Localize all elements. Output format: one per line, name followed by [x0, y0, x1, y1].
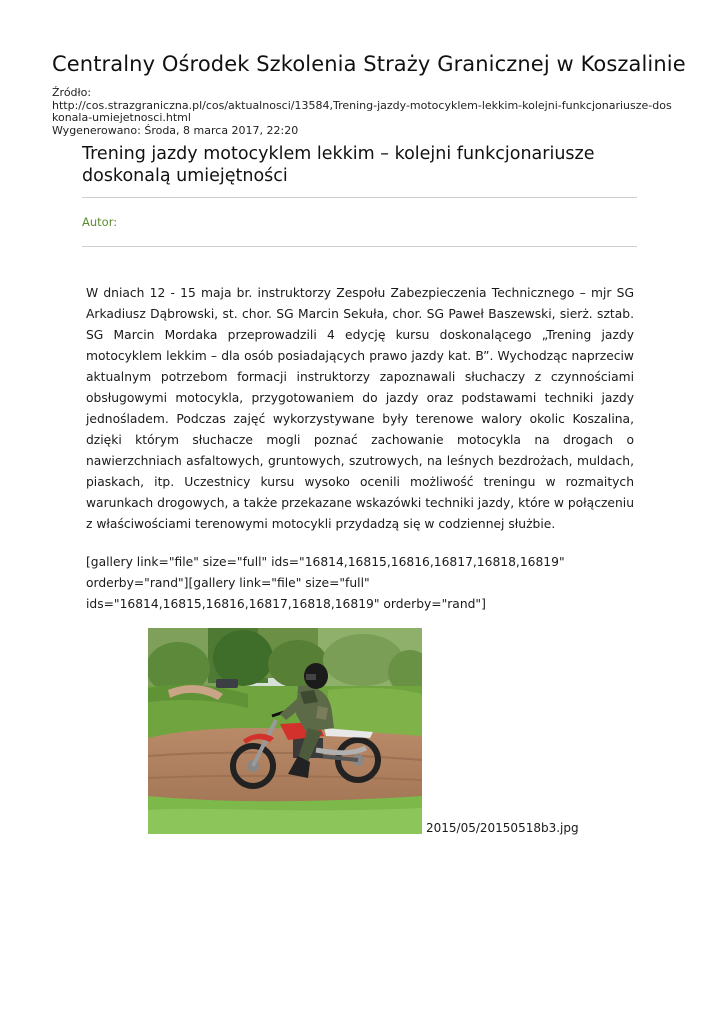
- image-caption: 2015/05/20150518b3.jpg: [426, 821, 579, 835]
- article-body: W dniach 12 - 15 maja br. instruktorzy Zespołu Zabezpieczenia Technicznego – mjr SG Arkadiusz Dąbrowski, st. chor. SG Marcin Sekuła, chor. SG Paweł Baszewski, sierż. sztab. SG Marcin Mordaka przeprowadzili 4 edycję kursu doskonalącego „Trening jazdy motocyklem lekkim – dla osób posiadających prawo jazdy kat. B”. Wychodząc naprzeciw aktualnym potrzebom formacji instruktorzy zapoznawali słuchaczy z czynnościami obsługowymi motocykla, przygotowaniem do jazdy oraz podstawami techniki jazdy jednośladem. Podczas zajęć wykorzystywane były terenowe walory okolic Koszalina, dzięki którym słuchacze mogli poznać zachowanie motocykla na drogach o nawierzchniach asfaltowych, gruntowych, szutrowych, na leśnych bezdrożach, muldach, piaskach, itp. Uczestnicy kursu wysoko ocenili możliwość treningu w rozmaitych warunkach drogowych, a także przekazane wskazówki techniki jazdy, które w połączeniu z właściwościami terenowymi motocykli przydadzą się w codziennej służbie.: [86, 286, 634, 531]
- document-meta: [52, 87, 677, 137]
- source-url[interactable]: http://cos.strazgraniczna.pl/cos/aktualnosci/13584,Trening-jazdy-motocyklem-lekkim-kolejni-funkcjonariusze-doskonala-umiejetnosci.html: [52, 98, 672, 124]
- source-label: Źródło:: [52, 86, 92, 99]
- generated-date: Wygenerowano: Środa, 8 marca 2017, 22:20: [52, 123, 299, 137]
- divider-bottom: [82, 246, 637, 247]
- article-photo[interactable]: [148, 628, 422, 834]
- article-title: Trening jazdy motocyklem lekkim – kolejni funkcjonariusze doskonalą umiejętności: [82, 144, 595, 186]
- gallery-shortcode: [gallery link="file" size="full" ids="16814,16815,16816,16817,16818,16819" orderby="rand"][gallery link="file" size="full" ids="16814,16815,16816,16817,16818,16819" orderby="rand"]: [86, 555, 565, 611]
- author-label: Autor:: [82, 215, 118, 229]
- site-title: Centralny Ośrodek Szkolenia Straży Granicznej w Koszalinie: [52, 52, 686, 76]
- divider-top: [82, 197, 637, 198]
